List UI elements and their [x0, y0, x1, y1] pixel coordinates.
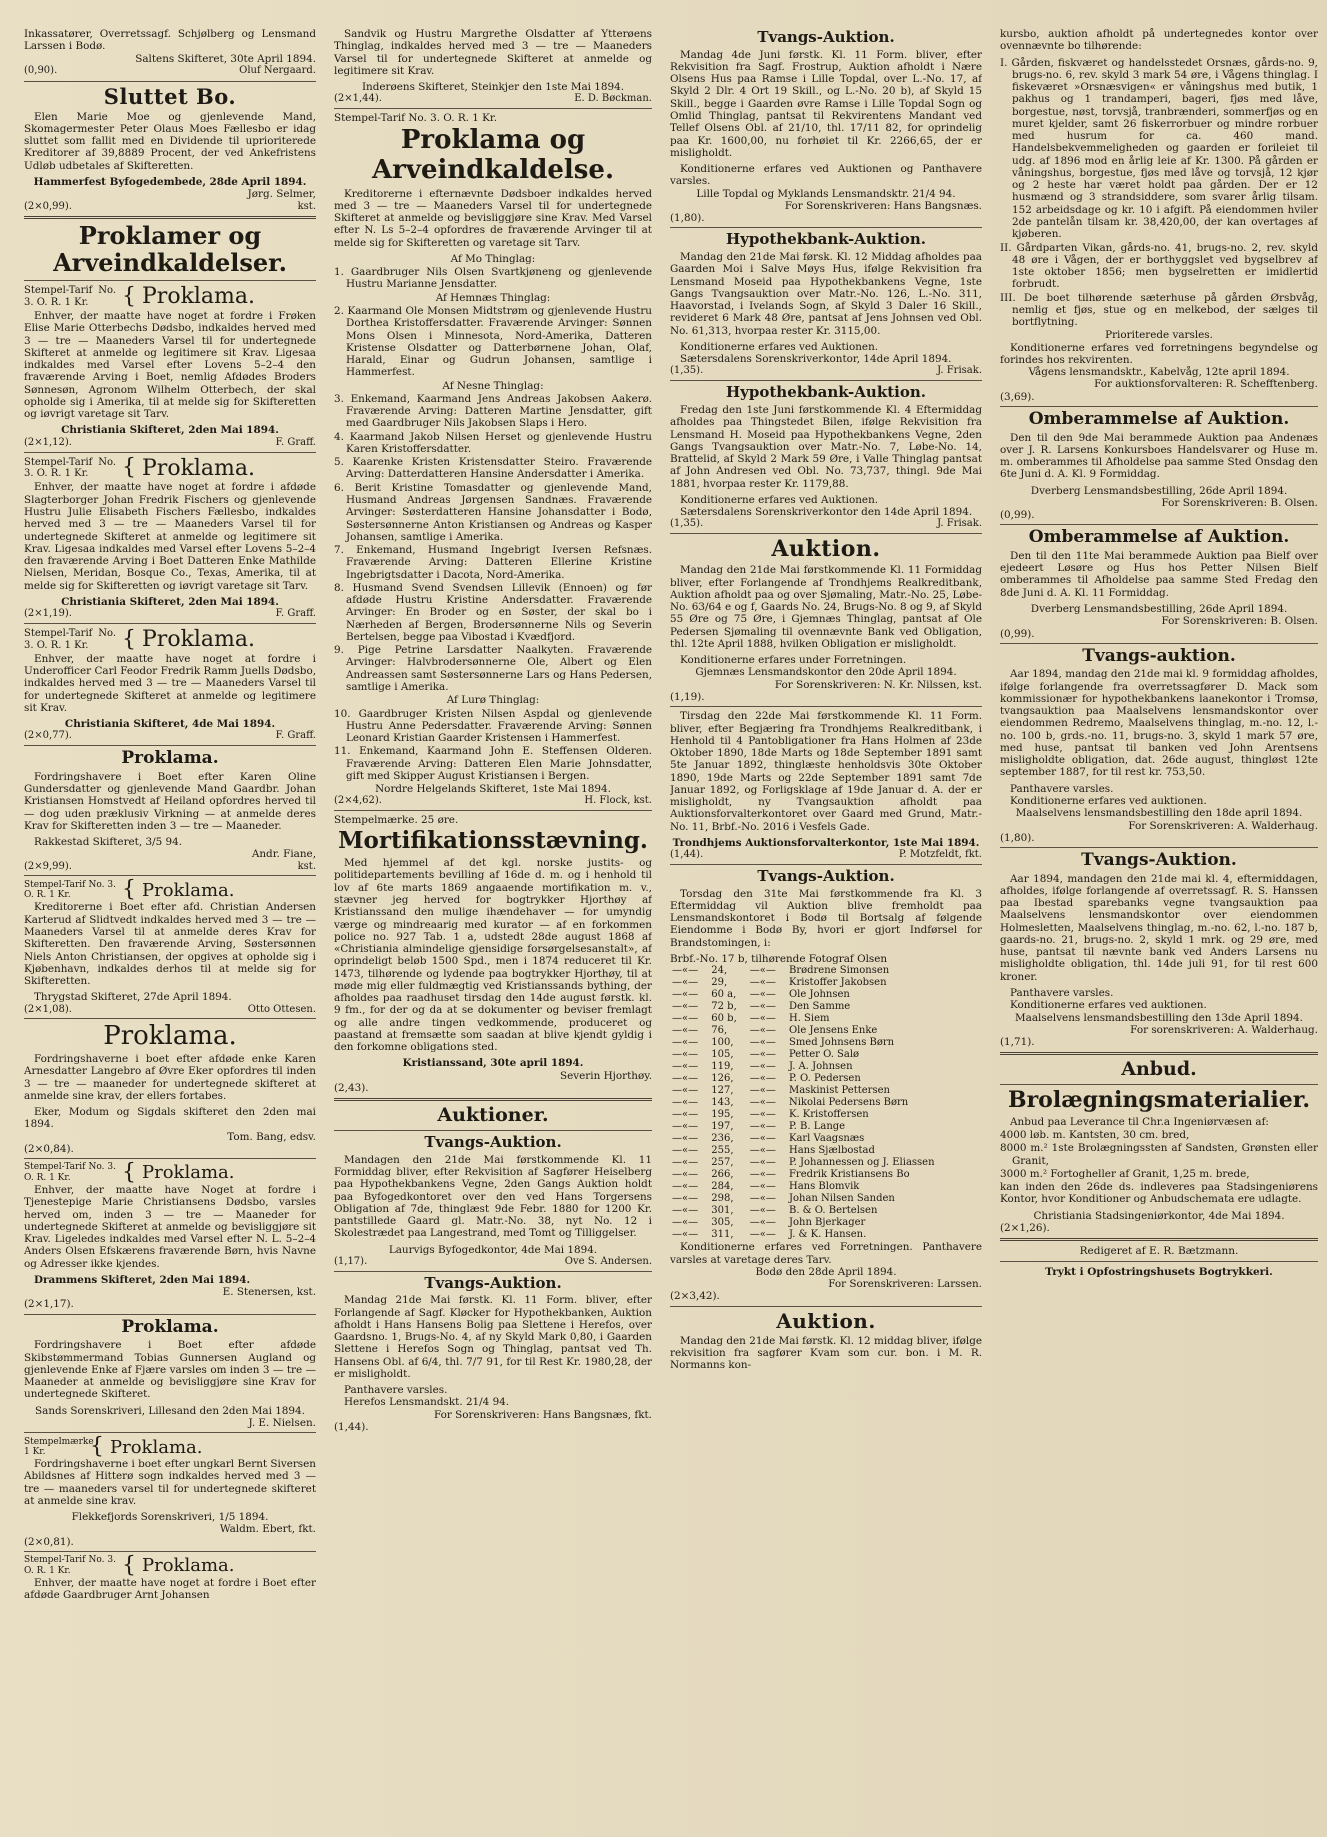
table-row: [670, 1193, 982, 1205]
table-cell: Brødrene Simonsen: [788, 965, 890, 977]
table-cell: P. B. Lange: [788, 1121, 846, 1133]
list-item: 7. Enkemand, Husmand Ingebrigt Iversen Refsnæs. Fraværende Arving: Datteren Ellerine Kristine Ingebrigtsdatter i Dacota, Nord-Amerika.: [334, 544, 652, 581]
list-item: 4. Kaarmand Jakob Nilsen Herset og gjenlevende Hustru Karen Kristoffersdatter.: [334, 430, 652, 455]
list-item: II. Gårdparten Vikan, gårds-no. 41, brugs-no. 2, rev. skyld 48 øre i Vågen, der er borthyggslet ved bygselbrev af 1ste oktober 1856; men bygselretten er imidlertid forbrudt.: [1000, 241, 1318, 291]
table-cell: —«—: [749, 1145, 776, 1157]
table-cell: K. Kristoffersen: [788, 1109, 869, 1121]
proklama-6-body: Fordringshaverne i boet efter afdøde enke Karen Arnesdatter Langebro af Øvre Eker opfordres til inden 3 — tre — maaneder for undertegnede skifteret at anmelde sine krav, der ellers fortabes.: [24, 1052, 316, 1102]
table-cell: —«—: [749, 1037, 776, 1049]
section-heading-proklamer: Proklamer og Arveindkaldelser.: [53, 221, 287, 278]
table-cell: J. A. Johnsen: [788, 1061, 853, 1073]
table-cell: 266,: [711, 1169, 734, 1181]
list-item: I. Gården, fiskværet og handelsstedet Orsnæs, gårds-no. 9, brugs-no. 6, rev. skyld 3 mark 54 øre, i Vågens thinglag. I fiskeværet »Orsnæsvigen« er våningshus med butik, 1 pakhus og 1 trandamperi, bageri, fjøs med låve, borgestue, nøst, torvsjå, tranbrænderi, sommerfjøs og en muret kjelder, samt 26 fiskerrorbuer og mindre rorbuer med husrum for ca. 460 mand. Handelsbekvemmeligheden og gaarden er forileiet til udg. af 1896 mod en årlig leie af Kr. 1300. På gården er våningshus, borgestue, fjøs med låve og torvsjå, 12 kjør og 2 heste har været holdt paa gården. Der er 12 husmænd og 3 strandsiddere, som svarer årlig tilsam. 152 arbeidsdage og kr. 10 i afgift. På eiendommen hviler 2de pantelån tilsam kr. 38,420,00, der kan overtages af kjøberen.: [1000, 56, 1318, 241]
stamp-tarif: Stempel-Tarif No. 3. O. R. 1 Kr. { Proklama.: [24, 1553, 235, 1579]
proklama-4-title: Proklama.: [121, 748, 219, 769]
list-item: 3000 m.² Fortogheller af Granit, 1,25 m. brede,: [1000, 1167, 1250, 1180]
table-cell: —«—: [672, 1205, 699, 1217]
mortifikation-body: Med hjemmel af det kgl. norske justits- og politidepartements bevilling af 16de d. m. og i henhold til lov af 6te marts 1869 angaaende mortifikation m. v., stævner jeg herved for bogtrykker Hjorthøy af Kristianssand den mulige ihændehaver — for umyndig værge og mindreaarig med kurator — af en forkommen police no. 927 Tab. 1 a, udstedt 28de august 1868 af «Christiania almindelige gjensidige forsørgelsesanstalt», af oprindeligt beløb 1500 Spd., men i 1874 reduceret til Kr. 1473, tilhørende og lydende paa bogtrykker Hjorthøy, til at møde mig eller fuldmægtig ved Kristianssands bything, der afholdes paa raadhuset tirsdag den 14de august førstk. kl. 9 fm., for der og da at se dokumenter og beviser fremlagt og alle andre tingen vedkommende, produceret og paastand at fremsætte som saadan at blive kjendt gyldig i den forkomne obligations sted.: [334, 857, 652, 1054]
tvangs-auktion-title: Tvangs-Auktion.: [1081, 850, 1237, 871]
table-row: [670, 1181, 982, 1193]
list-item: 11. Enkemand, Kaarmand John E. Steffensen Olderen. Fraværende Arving: Datteren Elen Marie Johnsdatter, gift med Skipper August Kristiansen i Bergen.: [334, 745, 652, 782]
table-row: [670, 1229, 982, 1241]
table-cell: —«—: [672, 1085, 699, 1097]
table-cell: —«—: [672, 1157, 699, 1169]
proklama-9-body: Fordringshaverne i boet efter ungkarl Bernt Siversen Abildsnes af Hitterø sogn indkaldes herved med 3 — tre — maaneders varsel til for undertegnede skifteret at anmelde sine krav.: [24, 1458, 316, 1507]
table-cell: Den Samme: [788, 1001, 851, 1013]
table-cell: Karl Vaagsnæs: [788, 1133, 865, 1145]
proklama-6-title: Proklama.: [103, 1021, 237, 1052]
list-item: 6. Berit Kristine Tomasdatter og gjenlevende Mand, Husmand Andreas Jørgensen Sandnæs. Fraværende Arvinger: Søsterdatteren Hansine Johansdatter i Bodø, Søstersønnerne Anton Kristiansen og Andreas og Kasper Johansen, samtlige i Amerika.: [334, 481, 652, 543]
tvangs-auktion-title: Tvangs-auktion.: [1082, 645, 1236, 666]
table-cell: —«—: [672, 1133, 699, 1145]
table-cell: 298,: [711, 1193, 734, 1205]
proklama-2-body: Enhver, der maatte have noget at fordre i afdøde Slagterborger Johan Fredrik Fischers og gjenlevende Hustru Julie Elisabeth Fischers Fællesbo, indkaldes herved med 3 — tre — Maaneders Varsel til for undertegnede Skifteret at anmelde og legitimere sit Krav. Ligesaa indkaldes med Varsel efter Lovens 5–2–4 den fraværende Arving i Boet Datteren Enke Mathilde Nielsen, Meridan, Bosque Co., Texas, Amerika, til at melde sig for Skifteretten og iøvrigt varetage sit Tarv.: [24, 481, 316, 592]
table-cell: Fredrik Kristiansens Bo: [788, 1169, 910, 1181]
proklama-7-body: Enhver, der maatte have Noget at fordre i Tjenestepige Marie Christiansens Dødsbo, varsles herved om, inden 3 — tre — Maaneder for undertegnede Skifteret at anmelde og bevisliggjøre sit Krav. Ligeledes indkaldes med Varsel efter N. L. 5–2–4 Anders Olsen Efskærens fraværende Børn, hvis Navne og Adresser ikke kjendes.: [24, 1184, 316, 1270]
list-item: Af Nesne Thinglag:: [442, 379, 544, 392]
table-cell: —«—: [672, 1229, 699, 1241]
table-cell: Ole Johnsen: [788, 989, 850, 1001]
table-cell: —«—: [672, 989, 699, 1001]
table-row: [670, 1133, 982, 1145]
table-row: [670, 1061, 982, 1073]
table-cell: 126,: [711, 1073, 734, 1085]
table-cell: 72 b,: [711, 1001, 737, 1013]
list-item: 1. Gaardbruger Nils Olsen Svartkjøneng og gjenlevende Hustru Marianne Jensdatter.: [334, 266, 652, 291]
list-item: 3. Enkemand, Kaarmand Jens Andreas Jakobsen Aakerø. Fraværende Arving: Datteren Martine Jensdatter, gift med Gaardbruger Nils Jakobsen Slaps i Hero.: [334, 392, 652, 430]
table-cell: —«—: [672, 1193, 699, 1205]
table-cell: Ole Jensens Enke: [788, 1025, 878, 1037]
table-cell: John Bjerkager: [788, 1217, 866, 1229]
table-cell: 305,: [711, 1217, 734, 1229]
table-cell: —«—: [749, 1181, 776, 1193]
table-cell: —«—: [749, 1013, 776, 1025]
table-cell: J. & K. Hansen.: [788, 1229, 867, 1241]
table-cell: —«—: [749, 1169, 776, 1181]
table-row: [670, 965, 982, 977]
sluttet-body: Elen Marie Moe og gjenlevende Mand, Skomagermester Peter Olaus Moes Fællesbo er idag sluttet som fallit med en Dividende til uprioriterede Kreditorer af 39,8889 Procent, der ved Ankefristens Udløb udbetales af Skifteretten.: [24, 110, 316, 172]
table-cell: —«—: [672, 1049, 699, 1061]
auktion-title: Auktion.: [776, 1308, 876, 1333]
table-row: [670, 1145, 982, 1157]
table-row: [670, 1157, 982, 1169]
table-cell: —«—: [672, 1169, 699, 1181]
table-cell: 284,: [711, 1181, 734, 1193]
table-row: [670, 1013, 982, 1025]
brolaegning-title: Brolægningsmaterialier.: [1007, 1087, 1310, 1114]
table-cell: —«—: [749, 1049, 776, 1061]
table-row: [670, 1217, 982, 1229]
column-1: Inkassatører, Overretssagf. Schjølberg og Lensmand Larssen i Bodø. Saltens Skifteret, 30te April 1894. (0,90). Oluf Nergaard. Sluttet Bo. Elen Marie Moe og gjenlevende Mand, Skomagermester Peter Olaus Moes Fællesbo er idag sluttet som fallit med en Dividende til uprioriterede Kreditorer af 39,8889 Procent, der ved Ankefristens Udløb udbetales af Skifteretten. Hammerfest Byfogedembede, 28de April 1894. Jørg. Selmer, (2×0,99). kst. Proklamer og Arveindkaldelser. Stempel-Tarif No. 3. O. R. 1 Kr. { Proklama. Enhver, der maatte have noget at fordre i Frøken Elise Marie Otterbechs Dødsbo, indkaldes herved med 3 — tre — Maaneders Varsel til for undertegnede Skifteret at anmelde og legitimere sit Krav. Ligesaa indkaldes med Varsel efter Lovens 5–2–4 den fraværende Arving i Boet, nemlig Afdødes Broders Sønnesøn, Agronom Wilhelm Otterbech, der skal opholde sig i Amerika, til at melde sig for Skifteretten og iøvrigt varetage sit Tarv. Christiania Skifteret, 2den Mai 1894. (2×1,12). F. Graff. Stempel-Tarif No. 3. O. R. 1 Kr. { Proklama. Enhver, der maatte have noget at fordre i afdøde Slagterborger Johan Fredrik Fischers og gjenlevende Hustru Julie Elisabeth Fischers Fællesbo, indkaldes herved med 3 — tre — Maaneders Varsel til for undertegnede Skifteret at anmelde og legitimere sit Krav. Ligesaa indkaldes med Varsel efter Lovens 5–2–4 den fraværende Arving i Boet Datteren Enke Mathilde Nielsen, Meridan, Bosque Co., Texas, Amerika, til at melde sig for Skifteretten og iøvrigt varetage sit Tarv. Christiania Skifteret, 2den Mai 1894. (2×1,19). F. Graff. Stempel-Tarif No. 3. O. R. 1 Kr. { Proklama. Enhver, der maatte have noget at fordre i Underofficer Carl Feodor Fredrik Ramm Juells Dødsbo, indkaldes herved med 3 — tre — Maaneders Varsel til for undertegnede Skifteret at anmelde og legitimere sit Krav. Christiania Skifteret, 4de Mai 1894. (2×0,77). F. Graff. Proklama. Fordringshavere i Boet efter Karen Oline Gundersdatter og gjenlevende Mand Gaardbr. Johan Kristiansen Homstvedt af Heiland opfordres herved til — dog uden præklusiv Virkning — at anmelde deres Krav for Skifteretten inden 3 — tre — Maaneder. Rakkestad Skifteret, 3/5 94. Andr. Fiane, (2×9,99). kst. Stempel-Tarif No. 3. O. R. 1 Kr. { Proklama. Kreditorerne i Boet efter afd. Christian Andersen Karterud af Slidtvedt indkaldes herved med 3 — tre — Maaneders Varsel til at anmelde deres Krav for Skifteretten. Den fraværende Arving, Søstersønnen Niels Anton Christiansen, der opgives at opholde sig i Kjøbenhavn, indkaldes derhos til at melde sig for Skifteretten. Thrygstad Skifteret, 27de April 1894. (2×1,08). Otto Ottesen. Proklama. Fordringshaverne i boet efter afdøde enke Karen Arnesdatter Langebro af Øvre Eker opfordres til inden 3 — tre — maaneder for undertegnede skifteret at anmelde sine krav, der ellers fortabes. Eker, Modum og Sigdals skifteret den 2den mai 1894. Tom. Bang, edsv. (2×0,84). Stempel-Tarif No. 3. O. R. 1 Kr. { Proklama. Enhver, der maatte have Noget at fordre i Tjenestepige Marie Christiansens Dødsbo, varsles herved om, inden 3 — tre — Maaneder for undertegnede Skifteret at anmelde og bevisliggjøre sit Krav. Ligeledes indkaldes med Varsel efter N. L. 5–2–4 Anders Olsen Efskærens fraværende Børn, hvis Navne og Adresser ikke kjendes. Drammens Skifteret, 2den Mai 1894. E. Stenersen, kst. (2×1,17). Proklama. Fordringshavere i Boet efter afdøde Skibstømmermand Tobias Gunnersen Augland og gjenlevende Enke af Fjære varsles om inden 3 — tre — Maaneder at anmelde og bevisliggjøre sine Krav for undertegnede Skifteret. Sands Sorenskriveri, Lillesand den 2den Mai 1894. J. E. Nielsen. Stempelmærke 1 Kr. { Proklama. Fordringshaverne i boet efter ungkarl Bernt Siversen Abildsnes af Hitterø sogn indkaldes herved med 3 — tre — maaneders varsel til for undertegnede skifteret at anmelde sine krav. Flekkefjords Sorenskriveri, 1/5 1894. Waldm. Ebert, fkt. (2×0,81). Stempel-Tarif No. 3. O. R. 1 Kr. { Proklama. Enhver, der maatte have noget at fordre i Boet efter afdøde Gaardbruger Arnt Johansen: [24, 28, 316, 1602]
table-cell: —«—: [672, 1217, 699, 1229]
list-item: 9. Pige Petrine Larsdatter Naalkyten. Fraværende Arvinger: Halvbrodersønnerne Ole, Albert og Elen Andreassen samt Søstersønnerne Lars og Hans Pedersen, samtlige i Amerika.: [334, 644, 652, 693]
table-row: [670, 1037, 982, 1049]
table-row: [670, 989, 982, 1001]
editor-line: Redigeret af E. R. Bætzmann.: [1079, 1245, 1239, 1258]
proklama-arve-list: [334, 253, 652, 782]
table-cell: —«—: [749, 965, 776, 977]
table-cell: —«—: [749, 1085, 776, 1097]
table-cell: —«—: [672, 1037, 699, 1049]
proklama-5-body: Kreditorerne i Boet efter afd. Christian Andersen Karterud af Slidtvedt indkaldes herved med 3 — tre — Maaneders Varsel til at anmelde deres Krav for Skifteretten. Den fraværende Arving, Søstersønnen Niels Anton Christiansen, der opgives at opholde sig i Kjøbenhavn, indkaldes derhos til at melde sig for Skifteretten.: [24, 901, 316, 988]
proklama-10-body: Enhver, der maatte have noget at fordre i Boet efter afdøde Gaardbruger Arnt Johansen: [24, 1577, 316, 1602]
hypothekbank-auktion-title: Hypothekbank-Auktion.: [726, 383, 926, 402]
table-cell: 100,: [711, 1037, 734, 1049]
table-cell: 105,: [711, 1049, 734, 1061]
table-cell: —«—: [672, 1001, 699, 1013]
table-row: [670, 1025, 982, 1037]
table-cell: 24,: [711, 965, 728, 977]
table-cell: 195,: [711, 1109, 734, 1121]
proklama-4-body: Fordringshavere i Boet efter Karen Oline Gundersdatter og gjenlevende Mand Gaardbr. Johan Kristiansen Homstvedt af Heiland opfordres herved til — dog uden præklusiv Virkning — at anmelde deres Krav for Skifteretten inden 3 — tre — Maaneder.: [24, 770, 316, 832]
table-row: [670, 1109, 982, 1121]
table-cell: —«—: [672, 1073, 699, 1085]
tvangs-auktion-title: Tvangs-Auktion.: [424, 1133, 562, 1152]
hypothekbank-auktion-title: Hypothekbank-Auktion.: [726, 230, 926, 249]
sluttet-heading: Sluttet Bo.: [103, 83, 237, 109]
table-cell: —«—: [749, 989, 776, 1001]
table-cell: —«—: [749, 1073, 776, 1085]
table-cell: —«—: [749, 1205, 776, 1217]
column-4: kursbo, auktion afholdt på undertegnedes kontor over ovennævnte bo tilhørende: I. Gården, fiskværet og handelsstedet Orsnæs, gårds-no. 9, brugs-no. 6, rev. skyld 3 mark 54 øre, i Vågens thinglag. I fiskeværet »Orsnæsvigen« er våningshus med butik, 1 pakhus og 1 trandamperi, bageri, fjøs med låve, borgestue, nøst, torvsjå, tranbrænderi, sommerfjøs og en muret kjelder, samt 26 fiskerrorbuer og mindre rorbuer med husrum for ca. 460 mand. Handelsbekvemmeligheden og gaarden er forileiet til udg. af 1896 mod en årlig leie af Kr. 1300. På gården er våningshus, borgestue, fjøs med låve og torvsjå, 12 kjør og 2 heste har været holdt paa gården. Der er 12 husmænd og 3 strandsiddere, som svarer årlig tilsam. 152 arbeidsdage og kr. 10 i afgift. På eiendommen hviler 2de pantelån tilsam kr. 38,420,00, der kan overtages af kjøberen. II. Gårdparten Vikan, gårds-no. 41, brugs-no. 2, rev. skyld 48 øre i Vågen, der er borthyggslet ved bygselbrev af 1ste oktober 1856; men bygselretten er imidlertid forbrudt. III. De boet tilhørende sæterhuse på gården Ørsbvåg, nemlig et fjøs, stue og en melkebod, der sælges til bortflytning. Prioriterede varsles. Konditionerne erfares ved forretningens begyndelse og forindes hos rekvirenten. Vågens lensmandsktr., Kabelvåg, 12te april 1894. For auktionsforvalteren: R. Schefftenberg. (3,69). Omberammelse af Auktion. Den til den 9de Mai berammede Auktion paa Andenæs over J. R. Larsens Konkursboes Handelsvarer og Huse m. m. omberammes til Afholdelse paa samme Sted Onsdag den 6te Juni d. A. Kl. 9 Formiddag. Dverberg Lensmandsbestilling, 26de April 1894. For Sorenskriveren: B. Olsen. (0,99). Omberammelse af Auktion. Den til den 11te Mai berammede Auktion paa Bielf over ejedeert Løsøre og Hus hos Petter Nilsen Bielf omberammes til Afholdelse paa samme Sted Fredag den 8de Juni d. A. Kl. 11 Formiddag. Dverberg Lensmandsbestilling, 26de April 1894. For Sorenskriveren: B. Olsen. (0,99). Tvangs-auktion. Aar 1894, mandag den 21de mai kl. 9 formiddag afholdes, ifølge forlangende fra overretssagfører D. Mack som kommissionær for hypothekbankens laanekontor i Tromsø, tvangsauktion paa Maalselvens lensmandskontor over eiendommen Redremo, Maalselvens thinglag, m.-no. 12, l.-no. 100 b, grds.-no. 11, brugs-no. 3, skyld 1 mark 57 øre, med huse, pantsat til banken ved John Arentsens misligholdte obligation, dat. 26de august, thingløst 12te september 1887, for til rest kr. 753,50. Panthavere varsles. Konditionerne erfares ved auktionen. Maalselvens lensmandsbestilling den 18de april 1894. For Sorenskriveren: A. Walderhaug. (1,80). Tvangs-Auktion. Aar 1894, mandagen den 21de mai kl. 4, eftermiddagen, afholdes, ifølge forlangende af overretssagf. R. S. Hanssen paa Ibestad sparebanks vegne tvangsauktion paa Maalselvens lensmandskontor over eiendommen Holmesletten, Maalselvens thinglag, m.-no. 62, l.-no. 187 b, gaards-no. 21, brugs-no. 2, skyld 1 mrk. og 29 øre, med huse, pantsat til nævnte bank ved Anders Larsens nu misligholdte obligation, thl. 14de juli 91, for til rest 600 kroner. Panthavere varsles. Konditionerne erfares ved auktionen. Maalselvens lensmandsbestilling den 13de April 1894. For sorenskriveren: A. Walderhaug. (1,71). Anbud. Brolægningsmaterialier. Anbud paa Leverance til Chr.a Ingeniørvæsen af: 4000 løb. m. Kantsten, 30 cm. bred, 8000 m.² 1ste Brolægningssten af Sandsten, Grønsten eller Granit, 3000 m.² Fortogheller af Granit, 1,25 m. brede, kan inden den 26de ds. indleveres paa Stadsingeniørens Kontor, hvor Konditioner og Anbudschemata ere udlagte. Christiania Stadsingeniørkontor, 4de Mai 1894. (2×1,26). Redigeret af E. R. Bætzmann. Trykt i Opfostringshusets Bogtrykkeri.: [1000, 28, 1318, 1825]
omberammelse-title: Omberammelse af Auktion.: [1028, 408, 1290, 429]
table-cell: 255,: [711, 1145, 734, 1157]
tvangs-auktion-title: Tvangs-Auktion.: [424, 1273, 562, 1292]
table-cell: 119,: [711, 1061, 734, 1073]
table-cell: —«—: [749, 1121, 776, 1133]
table-row: [670, 1169, 982, 1181]
table-cell: —«—: [672, 1109, 699, 1121]
table-cell: P. Johannessen og J. Eliassen: [788, 1157, 935, 1169]
column-2: Sandvik og Hustru Margrethe Olsdatter af Ytterøens Thinglag, indkaldes herved med 3 — tre — Maaneders Varsel til for undertegnede Skifteret at anmelde og legitimere sit Krav. Inderøens Skifteret, Steinkjer den 1ste Mai 1894. (2×1,44). E. D. Bøckman. Stempel-Tarif No. 3. O. R. 1 Kr. Proklama og Arveindkaldelse. Kreditorerne i efternævnte Dødsboer indkaldes herved med 3 — tre — Maaneders Varsel til for undertegnede Skifteret at anmelde og bevisliggjøre sine Krav. Med Varsel efter N. Ls 5–2–4 opfordres de fraværende Arvinger til at melde sig for Skifteretten og varetage sit Tarv. Af Mo Thinglag: 1. Gaardbruger Nils Olsen Svartkjøneng og gjenlevende Hustru Marianne Jensdatter. Af Hemnæs Thinglag: 2. Kaarmand Ole Monsen Midtstrøm og gjenlevende Hustru Dorthea Kristoffersdatter. Fraværende Arvinger: Sønnen Mons Olsen i Minnesota, Nord-Amerika, Datteren Kristense Olsdatter og Datterbørnene Johan, Olaf, Harald, Einar og Gudrun Johansen, samtlige i Hammerfest. Af Nesne Thinglag: 3. Enkemand, Kaarmand Jens Andreas Jakobsen Aakerø. Fraværende Arving: Datteren Martine Jensdatter, gift med Gaardbruger Nils Jakobsen Slaps i Hero. 4. Kaarmand Jakob Nilsen Herset og gjenlevende Hustru Karen Kristoffersdatter. 5. Kaarenke Kristen Kristensdatter Steiro. Fraværende Arving: Datterdatteren Hansine Andersdatter i Amerika. 6. Berit Kristine Tomasdatter og gjenlevende Mand, Husmand Andreas Jørgensen Sandnæs. Fraværende Arvinger: Søsterdatteren Hansine Johansdatter i Bodø, Søstersønnerne Anton Kristiansen og Andreas og Kasper Johansen, samtlige i Amerika. 7. Enkemand, Husmand Ingebrigt Iversen Refsnæs. Fraværende Arving: Datteren Ellerine Kristine Ingebrigtsdatter i Dacota, Nord-Amerika. 8. Husmand Svend Svendsen Lillevik (Ennoen) og før afdøde Hustru Kristine Andersdatter. Fraværende Arvinger: En Broder og en Søster, der skal bo i Nærheden af Bergen, Brodersønnerne Nils og Severin Bertelsen, begge paa Vibostad i Kvædfjord. 9. Pige Petrine Larsdatter Naalkyten. Fraværende Arvinger: Halvbrodersønnerne Ole, Albert og Elen Andreassen samt Søstersønnerne Lars og Hans Pedersen, samtlige i Amerika. Af Lurø Thinglag: 10. Gaardbruger Kristen Nilsen Aspdal og gjenlevende Hustru Anne Pedersdatter. Fraværende Arving: Sønnen Leonard Kristian Gaarder Kristensen i Hammerfest. 11. Enkemand, Kaarmand John E. Steffensen Olderen. Fraværende Arving: Datteren Elen Marie Johnsdatter, gift med Skipper August Kristiansen i Bergen. Nordre Helgelands Skifteret, 1ste Mai 1894. (2×4,62). H. Flock, kst. Stempelmærke. 25 øre. Mortifikationsstævning. Med hjemmel af det kgl. norske justits- og politidepartements bevilling af 16de d. m. og i henhold til lov af 6te marts 1869 angaaende mortifikation m. v., stævner jeg herved for bogtrykker Hjorthøy af Kristianssand den mulige ihændehaver — for umyndig værge og mindreaarig med kurator — af en forkommen police no. 927 Tab. 1 a, udstedt 28de august 1868 af «Christiania almindelige gjensidige forsørgelsesanstalt», af oprindeligt beløb 1500 Spd., men i 1874 reduceret til Kr. 1473, tilhørende og lydende paa bogtrykker Hjorthøy, til at møde mig eller fuldmægtig ved Kristianssands bything, der afholdes paa raadhuset tirsdag den 14de august førstk. kl. 9 fm., for der og da at se dokumenter og beviser fremlagt og alle andre tingen vedkommende, produceret og paastand at fremsætte som saadan at blive kjendt gyldig i den forkomne obligations sted. Kristianssand, 30te april 1894. Severin Hjorthøy. (2,43). Auktioner. Tvangs-Auktion. Mandagen den 21de Mai førstkommende Kl. 11 Formiddag bliver, efter Rekvisition af Sagfører Heiselberg paa Hypothekbankens Vegne, 2den Gangs Auktion holdt paa Byfogedkontoret over den ved Hans Torgersens Obligation af 7de, thinglæst 9de Febr. 1880 for 1200 Kr. pantstillede Gaard gl. Matr.-No. 38, nyt No. 12 i Skolestrædet paa Langestrand, med Tomt og Tilliggelser. Laurvigs Byfogedkontor, 4de Mai 1894. (1,17). Ove S. Andersen. Tvangs-Auktion. Mandag 21de Mai førstk. Kl. 11 Form. bliver, efter Forlangende af Sagf. Kløcker for Hypothekbanken, Auktion afholdt i Hans Hansens Bolig paa Slettene i Herefos, over Gaardsno. 1, Brugs-No. 4, af ny Skyld Mark 0,80, i Gaarden Slettene i Herefos Sogn og Thinglag, pantsat ved Th. Hansens Obl. af 6/4, thl. 7/7 91, for til Rest Kr. 1980,28, der er misligholdt. Panthavere varsles. Herefos Lensmandskt. 21/4 94. For Sorenskriveren: Hans Bangsnæs, fkt. (1,44).: [334, 28, 652, 1825]
list-item: 10. Gaardbruger Kristen Nilsen Aspdal og gjenlevende Hustru Anne Pedersdatter. Fraværende Arving: Sønnen Leonard Kristian Gaarder Kristensen i Hammerfest.: [334, 707, 652, 745]
table-cell: —«—: [749, 1193, 776, 1205]
table-row: [670, 1049, 982, 1061]
table-row: [670, 1001, 982, 1013]
table-cell: —«—: [749, 1157, 776, 1169]
table-cell: Maskinist Pettersen: [788, 1085, 890, 1097]
list-item: 2. Kaarmand Ole Monsen Midtstrøm og gjenlevende Hustru Dorthea Kristoffersdatter. Fraværende Arvinger: Sønnen Mons Olsen i Minnesota, Nord-Amerika, Datteren Kristense Olsdatter og Datterbørnene Johan, Olaf, Harald, Einar og Gudrun Johansen, samtlige i Hammerfest.: [334, 305, 652, 379]
table-cell: —«—: [749, 1025, 776, 1037]
table-cell: 143,: [711, 1097, 734, 1109]
table-row: [670, 1121, 982, 1133]
proklama-1-body: Enhver, der maatte have noget at fordre i Frøken Elise Marie Otterbechs Dødsbo, indkaldes herved med 3 — tre — Maaneders Varsel til for undertegnede Skifteret at anmelde og legitimere sit Krav. Ligesaa indkaldes med Varsel efter Lovens 5–2–4 den fraværende Arving i Boet, nemlig Afdødes Broders Sønnesøn, Agronom Wilhelm Otterbech, der skal opholde sig i Amerika, til at melde sig for Skifteretten og iøvrigt varetage sit Tarv.: [24, 310, 316, 421]
table-cell: 311,: [711, 1229, 734, 1241]
table-cell: —«—: [672, 1025, 699, 1037]
stamp-tarif: Stempel-Tarif No. 3. O. R. 1 Kr. { Proklama.: [24, 1160, 235, 1186]
table-cell: 197,: [711, 1121, 734, 1133]
stamp-tarif: Stempel-Tarif No. 3. O. R. 1 Kr. { Proklama.: [24, 284, 256, 310]
table-cell: B. & O. Bertelsen: [788, 1205, 878, 1217]
list-item: Af Lurø Thinglag:: [446, 694, 540, 707]
table-cell: —«—: [749, 1217, 776, 1229]
table-cell: Smed Johnsens Børn: [788, 1037, 895, 1049]
table-cell: 60 b,: [711, 1013, 737, 1025]
stamp-tarif: Stempel-Tarif No. 3. O. R. 1 Kr. { Proklama.: [24, 877, 235, 903]
table-cell: —«—: [672, 1121, 699, 1133]
stamp-marke: Stempelmærke 1 Kr. { Proklama.: [24, 1434, 203, 1460]
notice-top: Inkassatører, Overretssagf. Schjølberg og Lensmand Larssen i Bodø. Saltens Skifteret, 30te April 1894. (0,90). Oluf Nergaard.: [24, 28, 316, 76]
table-cell: Petter O. Salø: [788, 1049, 860, 1061]
table-cell: —«—: [749, 1061, 776, 1073]
printer-line: Trykt i Opfostringshusets Bogtrykkeri.: [1045, 1265, 1273, 1278]
table-cell: —«—: [672, 1181, 699, 1193]
anbud-heading: Anbud.: [1121, 1058, 1197, 1081]
table-cell: Hans Sjælbostad: [788, 1145, 875, 1157]
table-cell: 236,: [711, 1133, 734, 1145]
stamp-tarif: Stempel-Tarif No. 3. O. R. 1 Kr. { Proklama.: [24, 455, 256, 481]
list-item: Af Mo Thinglag:: [450, 252, 536, 265]
proklama-3-body: Enhver, der maatte have noget at fordre i Underofficer Carl Feodor Fredrik Ramm Juells Dødsbo, indkaldes herved med 3 — tre — Maaneders Varsel til for undertegnede Skifteret at anmelde og legitimere sit Krav.: [24, 652, 316, 714]
proklama-8-body: Fordringshavere i Boet efter afdøde Skibstømmermand Tobias Gunnersen Augland og gjenlevende Enke af Fjære varsles om inden 3 — tre — Maaneder at anmelde og bevisliggjøre sine Krav for undertegnede Skifteret.: [24, 1339, 316, 1401]
table-cell: Hans Blomvik: [788, 1181, 860, 1193]
table-row: [670, 1205, 982, 1217]
table-cell: P. O. Pedersen: [788, 1073, 861, 1085]
table-cell: 76,: [711, 1025, 728, 1037]
table-cell: Nikolai Pedersens Børn: [788, 1097, 909, 1109]
table-cell: H. Siem: [788, 1013, 830, 1025]
table-cell: —«—: [749, 1001, 776, 1013]
table-row: [670, 1085, 982, 1097]
proklama-8-title: Proklama.: [121, 1316, 219, 1337]
table-cell: 29,: [711, 977, 728, 989]
notice-continued: Sandvik og Hustru Margrethe Olsdatter af Ytterøens Thinglag, indkaldes herved med 3 — tre — Maaneders Varsel til for undertegnede Skifteret at anmelde og legitimere sit Krav.: [334, 28, 652, 77]
list-item: 8. Husmand Svend Svendsen Lillevik (Ennoen) og før afdøde Hustru Kristine Andersdatter. Fraværende Arvinger: En Broder og en Søster, der skal bo i Nærheden af Bergen, Brodersønnerne Nils og Severin Bertelsen, begge paa Vibostad i Kvædfjord.: [334, 581, 652, 643]
table-row: [670, 1097, 982, 1109]
table-cell: 60 a,: [711, 989, 737, 1001]
list-item: III. De boet tilhørende sæterhuse på gården Ørsbvåg, nemlig et fjøs, stue og en melkebod, der sælges til bortflytning.: [1000, 291, 1318, 329]
table-cell: —«—: [672, 1097, 699, 1109]
table-cell: —«—: [672, 977, 699, 989]
proklama-arve-title: Proklama og Arveindkaldelse.: [371, 125, 615, 185]
table-cell: —«—: [749, 1097, 776, 1109]
table-row: [670, 1073, 982, 1085]
omberammelse-title: Omberammelse af Auktion.: [1028, 527, 1290, 548]
table-cell: —«—: [672, 1145, 699, 1157]
table-cell: —«—: [672, 1061, 699, 1073]
table-cell: —«—: [749, 977, 776, 989]
auktion-title: Auktion.: [771, 536, 881, 563]
tvangs-auktion-title: Tvangs-Auktion.: [757, 28, 895, 46]
table-cell: 301,: [711, 1205, 734, 1217]
table-cell: —«—: [749, 1133, 776, 1145]
table-cell: —«—: [672, 1013, 699, 1025]
list-item: Af Hemnæs Thinglag:: [435, 291, 551, 304]
proklama-arve-intro: Kreditorerne i efternævnte Dødsboer indkaldes herved med 3 — tre — Maaneders Varsel til for undertegnede Skifteret at anmelde og bevisliggjøre sine Krav. Med Varsel efter N. Ls 5–2–4 opfordres de fraværende Arvinger til at melde sig for Skifteretten og varetage sit Tarv.: [334, 187, 652, 249]
table-cell: —«—: [672, 965, 699, 977]
tvangs-auktion-title: Tvangs-Auktion.: [757, 866, 895, 885]
list-item: 5. Kaarenke Kristen Kristensdatter Steiro. Fraværende Arving: Datterdatteren Hansine Andersdatter i Amerika.: [334, 456, 652, 481]
table-cell: Johan Nilsen Sanden: [788, 1193, 895, 1205]
table-cell: 257,: [711, 1157, 734, 1169]
list-item: 4000 løb. m. Kantsten, 30 cm. bred,: [1000, 1129, 1190, 1142]
column-3: Tvangs-Auktion. Mandag 4de Juni førstk. Kl. 11 Form. bliver, efter Rekvisition fra Sagf. Frostrup, Auktion afholdt i Nære Olsens Hus paa Ramse i Lille Topdal, over L.-No. 17, af Skyld 2 Dlr. 4 Ort 19 Skill., og L.-No. 20 b), af Skyld 15 Skill., begge i Gaarden øvre Ramse i Lille Topdal Sogn og Omlid Thinglag, pantsat til Rekvirentens Mandant ved Tellef Olsens Obl. af 21/10, thl. 17/11 82, for oprindelig paa Kr. 1600,00, nu forhøiet til Kr. 2266,65, der er misligholdt. Konditionerne erfares ved Auktionen og Panthavere varsles. Lille Topdal og Myklands Lensmandsktr. 21/4 94. For Sorenskriveren: Hans Bangsnæs. (1,80). Hypothekbank-Auktion. Mandag den 21de Mai førsk. Kl. 12 Middag afholdes paa Gaarden Moi i Salve Møys Hus, ifølge Rekvisition fra Lensmand Moseid paa Hypothekbankens Vegne, 1ste Gangs Tvangsauktion over Matr.-No. 126, L.-No. 311, Haavorstad, i Ivelands Sogn, af Skyld 3 Daler 16 Skill., revideret 6 Mark 48 Øre, pantsat af Jens Johnsen ved Obl. No. 61,313, hvorpaa rester Kr. 3115,00. Konditionerne erfares ved Auktionen. Sætersdalens Sorenskriverkontor, 14de April 1894. (1,35). J. Frisak. Hypothekbank-Auktion. Fredag den 1ste Juni førstkommende Kl. 4 Eftermiddag afholdes paa Thingstedet Bilen, ifølge Rekvisition fra Lensmand H. Moseid paa Hypothekbankens Vegne, 2den Gangs Tvangsauktion over Matr.-No. 7, Løbe-No. 14, Brattelid, af Skyld 2 Mark 59 Øre, i Valle Thinglag pantsat af John Andresen ved Obl. No. 73,737, thingl. 9de Mai 1881, hvorpaa rester Kr. 1179,88. Konditionerne erfares ved Auktionen. Sætersdalens Sorenskriverkontor den 14de April 1894. (1,35). J. Frisak. Auktion. Mandag den 21de Mai førstkommende Kl. 11 Formiddag bliver, efter Forlangende af Trondhjems Realkreditbank, Auktion afholdt paa og over Sjømaling, Matr.-No. 25, Løbe-No. 63/64 e og f, Gaards No. 24, Brugs-No. 8 og 9, af Skyld 55 Øre og 75 Øre, i Gjemnæs Thinglag, pantsat af Ole Pedersen Sjømaling til ovennævnte Bank ved Obligation, thl. 12te April 1888, hvilken Obligation er misligholdt. Konditionerne erfares under Forretningen. Gjemnæs Lensmandskontor den 20de April 1894. For Sorenskriveren: N. Kr. Nilssen, kst. (1,19). Tirsdag den 22de Mai førstkommende Kl. 11 Form. bliver, efter Begjæring fra Trondhjems Realkreditbank, i Henhold til 4 Pantobligationer fra Hans Holmen af 23de Oktober 1890, 18de Marts og 18de September 1891 samt 5te Januar 1892, thinglæste henholdsvis 30te Oktober 1890, 19de Marts og 22de September 1891 samt 7de Januar 1892, og Forligsklage af 19de Januar d. A. der er misligholdt, ny Tvangsauktion afholdt paa Auktionsforvalterkontoret over Gaard med Grund, Matr.-No. 11, Brbf.-No. 2016 i Vesfels Gade. Trondhjems Auktionsforvalterkontor, 1ste Mai 1894. (1,44). P. Motzfeldt, fkt. Tvangs-Auktion. Torsdag den 31te Mai førstkommende fra Kl. 3 Eftermiddag vil Auktion blive fremholdt paa Lensmandskontoret i Bodø til Bortsalg af følgende Eiendomme i Bodø By, hvori er gjort Indførsel for Brandstomingen, i: Brbf.-No. 17 b, tilhørende Fotograf Olsen —«— 24, —«— Brødrene Simonsen —«— 29, —«— Kristoffer Jakobsen —«— 60 a, —«— Ole Johnsen —«— 72 b, —«— Den Samme —«— 60 b, —«— H. Siem —«— 76, —«— Ole Jensens Enke —«— 100, —«— Smed Johnsens Børn —«— 105, —«— Petter O. Salø —«— 119, —«— J. A. Johnsen —«— 126, —«— P. O. Pedersen —«— 127, —«— Maskinist Pettersen —«— 143, —«— Nikolai Pedersens Børn —«— 195, —«— K. Kristoffersen —«— 197, —«— P. B. Lange —«— 236, —«— Karl Vaagsnæs —«— 255, —«— Hans Sjælbostad —«— 257, —«— P. Johannessen og J. Eliassen —«— 266, —«— Fredrik Kristiansens Bo —«— 284, —«— Hans Blomvik —«— 298, —«— Johan Nilsen Sanden —«— 301, —«— B. & O. Bertelsen —«— 305, —«— John Bjerkager —«— 311, —«— J. & K. Hansen. Konditionerne erfares ved Forretningen. Panthavere varsles at varetage deres Tarv. Bodø den 28de April 1894. For Sorenskriveren: Larssen. (2×3,42). Auktion. Mandag den 21de Mai førstk. Kl. 12 middag bliver, ifølge rekvisition fra sagfører Kvam som cur. bon. i M. R. Normanns kon-: [670, 28, 982, 1825]
table-row: [670, 977, 982, 989]
stamp-tarif: Stempel-Tarif No. 3. O. R. 1 Kr. { Proklama.: [24, 626, 256, 652]
table-cell: 127,: [711, 1085, 734, 1097]
table-cell: —«—: [749, 1229, 776, 1241]
auktioner-heading: Auktioner.: [437, 1104, 549, 1127]
list-item: 8000 m.² 1ste Brolægningssten af Sandsten, Grønsten eller Granit,: [1000, 1142, 1318, 1167]
table-cell: Kristoffer Jakobsen: [788, 977, 887, 989]
property-table: [670, 965, 982, 1241]
mortifikation-title: Mortifikationsstævning.: [338, 827, 648, 855]
table-cell: —«—: [749, 1109, 776, 1121]
